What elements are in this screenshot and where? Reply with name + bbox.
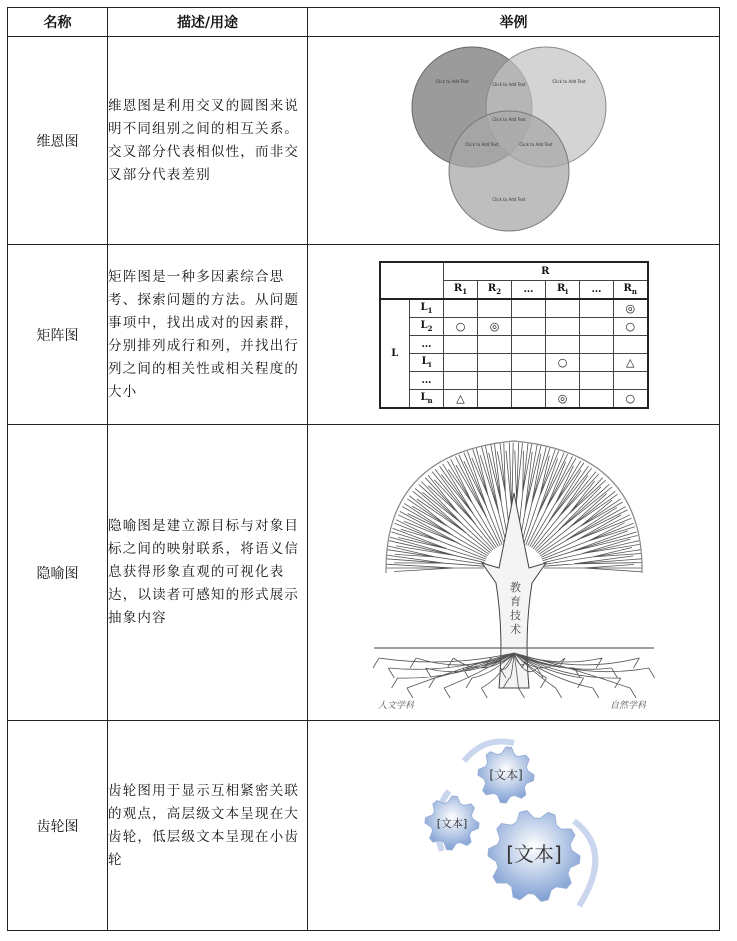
matrix-col-head: … [512,280,546,299]
venn-example [308,37,720,245]
matrix-cell: ◎ [478,317,512,335]
matrix-cell [512,371,546,389]
matrix-cell [444,353,478,371]
matrix-row-head: $L_i$ [410,353,444,371]
matrix-cell [512,389,546,408]
matrix-row-group: L [380,299,410,408]
row-name: 维恩图 [8,37,108,245]
tree-left-label: 人文学科 [377,700,414,711]
venn-label: Click to Add Text [491,116,526,122]
matrix-cell: △ [444,389,478,408]
row-name: 矩阵图 [8,245,108,425]
venn-label: Click to Add Text [551,78,586,84]
matrix-col-group: R [444,262,648,281]
matrix-cell [512,353,546,371]
matrix-cell: △ [614,353,648,371]
matrix-cell: ○ [444,317,478,335]
table-row [8,721,720,931]
venn-label: Click to Add Text [518,141,553,147]
matrix-cell: ○ [546,353,580,371]
venn-circle-bottom [449,111,569,231]
matrix-cell [580,317,614,335]
header-desc: 描述/用途 [108,8,308,37]
matrix-col-head: $R_n$ [614,280,648,299]
matrix-cell [512,299,546,318]
matrix-row-head: … [410,335,444,353]
matrix-cell [478,299,512,318]
matrix-cell [580,389,614,408]
matrix-cell [546,299,580,318]
matrix-col-head: $R_i$ [546,280,580,299]
row-desc: 隐喻图是建立源目标与对象目标之间的映射联系，将语义信息获得形象直观的可视化表达，以读者可感知的形式展示抽象内容 [108,425,308,721]
matrix-cell [478,353,512,371]
venn-diagram [404,41,624,241]
matrix-cell [580,371,614,389]
venn-label: Click to Add Text [434,78,469,84]
matrix-cell [444,335,478,353]
row-desc: 维恩图是利用交叉的圆图来说明不同组别之间的相互关系。交叉部分代表相似性，而非交叉部分代表差别 [108,37,308,245]
matrix-cell: ◎ [546,389,580,408]
table-row [8,245,720,425]
matrix-cell [614,335,648,353]
visualization-table [7,7,720,931]
matrix-cell [478,389,512,408]
venn-label: Click to Add Text [491,81,526,87]
matrix-cell [478,371,512,389]
gear-big-label: [文本] [505,841,562,866]
matrix-corner [380,262,444,299]
matrix-cell: ○ [614,389,648,408]
header-example: 举例 [308,8,720,37]
gear-example [308,721,720,931]
matrix-row-head: $L_2$ [410,317,444,335]
tree-right-label: 自然学科 [609,700,646,711]
matrix-example [308,245,720,425]
matrix-row-head: $L_1$ [410,299,444,318]
row-name: 齿轮图 [8,721,108,931]
venn-label: Click to Add Text [464,141,499,147]
table-row [8,37,720,245]
matrix-cell [580,299,614,318]
matrix-cell [512,317,546,335]
matrix-cell [546,317,580,335]
matrix-cell: ◎ [614,299,648,318]
header-row [8,8,720,37]
matrix-col-head: $R_2$ [478,280,512,299]
table-row [8,425,720,721]
matrix-cell [444,299,478,318]
gear-left-label: [文本] [436,816,467,830]
matrix-table [379,261,649,409]
matrix-cell: ○ [614,317,648,335]
row-desc: 矩阵图是一种多因素综合思考、探索问题的方法。从问题事项中，找出成对的因素群，分别排列成行和列，并找出行列之间的相关性或相关程度的大小 [108,245,308,425]
matrix-cell [546,335,580,353]
matrix-cell [512,335,546,353]
matrix-cell [580,353,614,371]
matrix-cell [444,371,478,389]
gear-diagram [404,731,624,921]
matrix-row-head: $L_n$ [410,389,444,408]
header-name: 名称 [8,8,108,37]
matrix-col-head: $R_1$ [444,280,478,299]
trunk-text: 教育技术 [509,580,521,636]
gear-top-label: [文本] [488,767,523,782]
tree-illustration [364,433,664,713]
matrix-cell [546,371,580,389]
row-name: 隐喻图 [8,425,108,721]
matrix-cell [614,371,648,389]
matrix-cell [580,335,614,353]
row-desc: 齿轮图用于显示互相紧密关联的观点，高层级文本呈现在大齿轮，低层级文本呈现在小齿轮 [108,721,308,931]
tree-example [308,425,720,721]
venn-label: Click to Add Text [491,196,526,202]
matrix-cell [478,335,512,353]
matrix-row-head: … [410,371,444,389]
matrix-col-head: … [580,280,614,299]
